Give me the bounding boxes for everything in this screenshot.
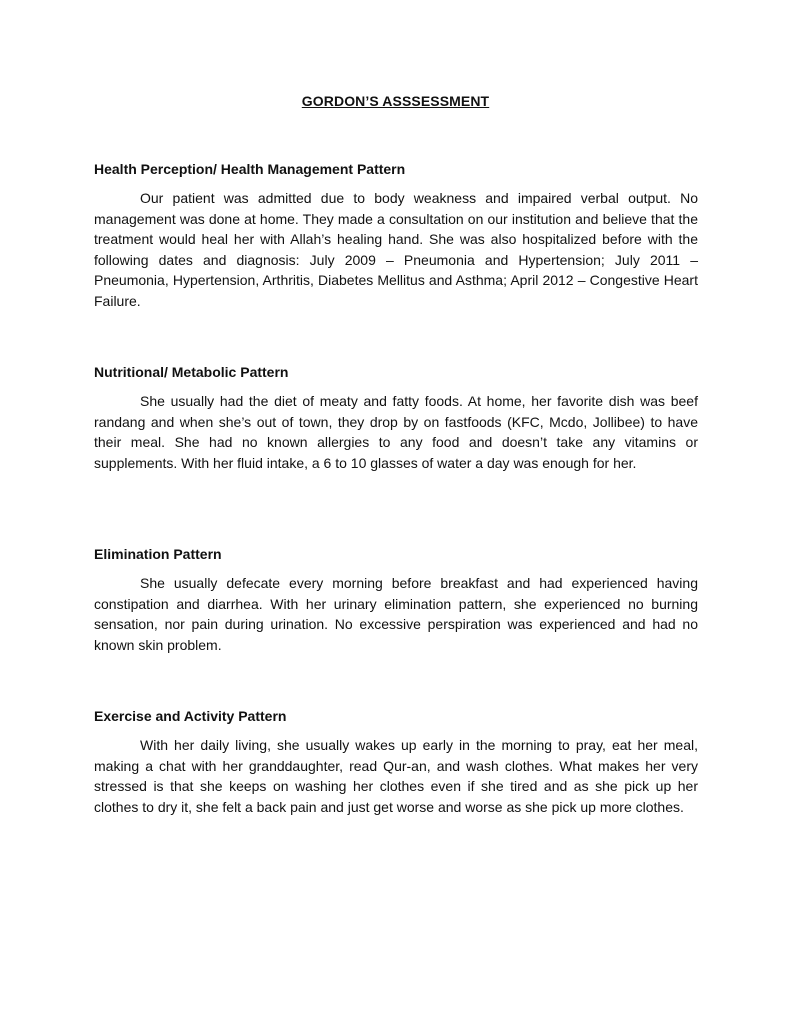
section-paragraph: With her daily living, she usually wakes up early in the morning to pray, eat her meal, making a chat with her granddaughter, read Qur-an, and wash clothes. What makes her very stressed is that she keeps on washing her clothes even if she tired and as she pick up her clothes to dry it, she felt a back pain and just get worse and worse as she pick up more clothes. — [94, 737, 698, 815]
section-elimination — [94, 545, 698, 655]
page-title: GORDON’S ASSSESSMENT — [301, 93, 490, 109]
section-paragraph: Our patient was admitted due to body weakness and impaired verbal output. No management was done at home. They made a consultation on our institution and believe that the treatment would heal her with Allah’s healing hand. She was also hospitalized before with the following dates and diagnosis: July 2009 – Pneumonia and Hypertension; July 2011 – Pneumonia, Hypertension, Arthritis, Diabetes Mellitus and Asthma; April 2012 – Congestive Heart Failure. — [94, 190, 698, 309]
section-exercise-activity — [94, 707, 698, 817]
section-heading: Health Perception/ Health Management Pattern — [94, 161, 406, 177]
section-paragraph: She usually had the diet of meaty and fatty foods. At home, her favorite dish was beef randang and when she’s out of town, they drop by on fastfoods (KFC, Mcdo, Jollibee) to have their meal. She had no known allergies to any food and doesn’t take any vitamins or supplements. With her fluid intake, a 6 to 10 glasses of water a day was enough for her. — [94, 393, 698, 471]
section-paragraph: She usually defecate every morning before breakfast and had experienced having constipation and diarrhea. With her urinary elimination pattern, she experienced no burning sensation, nor pain during urination. No excessive perspiration was experienced and had no known skin problem. — [94, 575, 698, 653]
section-heading: Exercise and Activity Pattern — [94, 708, 287, 724]
section-heading: Elimination Pattern — [94, 546, 222, 562]
section-nutritional-metabolic — [94, 363, 698, 473]
section-health-perception — [94, 160, 698, 312]
section-heading: Nutritional/ Metabolic Pattern — [94, 364, 289, 380]
